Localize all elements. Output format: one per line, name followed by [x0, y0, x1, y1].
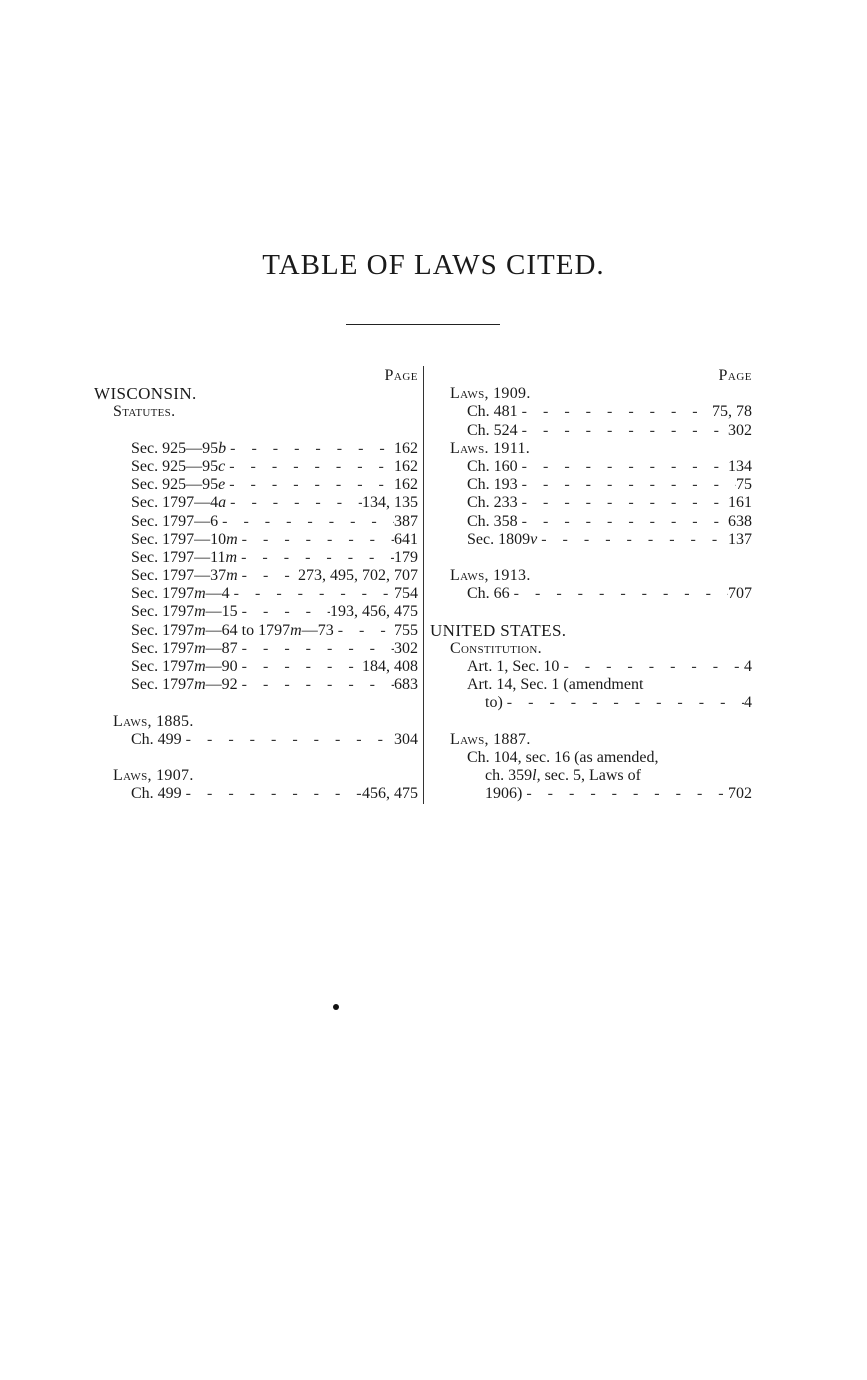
- entry-text-italic: m: [226, 530, 238, 548]
- entry-text: ch. 359: [485, 767, 533, 785]
- entry-text-italic: m: [225, 548, 238, 566]
- laws-1913-list: [430, 585, 752, 603]
- entry-text: —90: [205, 658, 238, 675]
- entry-text: Sec. 925—95: [131, 457, 219, 475]
- entry-text: Sec. 1797: [131, 676, 195, 694]
- entry-label: Ch. 358: [467, 512, 518, 530]
- entry-text-italic: v: [530, 530, 538, 548]
- toc-entry: [94, 622, 418, 640]
- entry-text: Sec. 925—95: [131, 439, 219, 457]
- entry-text: Sec. 1797: [131, 585, 195, 603]
- title-rule: [346, 324, 500, 325]
- toc-entry: [94, 640, 418, 658]
- entry-text-italic: b: [218, 439, 227, 457]
- entry-label: [131, 658, 238, 676]
- dot-leader: [334, 622, 394, 640]
- entry-label: [131, 676, 238, 694]
- laws-1907-list: [94, 785, 418, 803]
- entry-page: 754: [394, 585, 418, 603]
- entry-page: 638: [728, 512, 752, 530]
- entry-text: Sec. 1797: [131, 658, 195, 675]
- entry-label: [131, 622, 334, 640]
- entry-label: [131, 640, 238, 658]
- dot-leader: [518, 513, 728, 531]
- toc-entry: [430, 531, 752, 549]
- toc-entry: [430, 585, 752, 603]
- dot-leader: [238, 640, 394, 658]
- entry-page: 702: [728, 785, 752, 803]
- laws-1885-heading: Laws, 1885.: [113, 712, 194, 730]
- toc-entry: [94, 440, 418, 458]
- toc-entry: [430, 694, 752, 712]
- entry-page: 134: [728, 457, 752, 475]
- entry-text-italic: e: [218, 476, 226, 494]
- entry-text-italic: m: [226, 567, 238, 585]
- entry-text: —4: [205, 585, 230, 603]
- laws-1885-list: [94, 731, 418, 749]
- dot-leader: [503, 694, 744, 712]
- constitution-heading: Constitution.: [450, 639, 542, 657]
- entry-page: 193, 456, 475: [330, 603, 418, 621]
- dot-leader: [510, 585, 728, 603]
- laws-1911-list: [430, 458, 752, 549]
- dot-leader: [182, 731, 394, 749]
- laws-1907-heading: Laws, 1907.: [113, 767, 194, 785]
- entry-page: 755: [394, 621, 418, 639]
- entry-text: Sec. 1797: [131, 603, 195, 621]
- toc-entry: [94, 585, 418, 603]
- entry-page: 4: [744, 694, 752, 712]
- entry-text: —64 to 1797: [205, 621, 291, 639]
- entry-text: Sec. 1797: [131, 639, 195, 657]
- entry-label: [467, 531, 537, 549]
- dot-leader: [225, 458, 394, 476]
- entry-text-italic: m: [194, 585, 206, 603]
- entry-text: Sec. 1797: [131, 621, 195, 639]
- state-heading-wisconsin: WISCONSIN.: [94, 384, 197, 404]
- entry-text: , sec. 5, Laws of: [536, 767, 641, 785]
- entry-page: 456, 475: [362, 785, 418, 803]
- dot-leader: [226, 494, 362, 512]
- entry-text-italic: c: [218, 457, 226, 475]
- entry-page: 162: [394, 476, 418, 494]
- toc-entry: [430, 476, 752, 494]
- entry-page: 179: [394, 548, 418, 566]
- entry-text: Sec. 1797—4: [131, 494, 219, 512]
- entry-text: —73: [301, 621, 334, 639]
- toc-entry: [94, 785, 418, 803]
- entry-page: 683: [394, 676, 418, 694]
- dot-leader: [218, 513, 394, 531]
- entry-page: 641: [394, 530, 418, 548]
- dot-leader: [518, 458, 728, 476]
- toc-entry: [94, 531, 418, 549]
- entry-label: Ch. 160: [467, 457, 518, 475]
- toc-entry: [430, 403, 752, 421]
- entry-page: 302: [394, 639, 418, 657]
- entry-text: —15: [205, 603, 238, 621]
- toc-entry: [430, 785, 752, 803]
- dot-leader: [522, 785, 728, 803]
- dot-leader: [238, 567, 298, 585]
- entry-page: 134, 135: [362, 494, 418, 512]
- statutes-list: [94, 440, 418, 695]
- entry-page: 137: [728, 530, 752, 548]
- dot-leader: [518, 494, 728, 512]
- entry-page: 162: [394, 439, 418, 457]
- laws-1913-heading: Laws, 1913.: [450, 567, 531, 585]
- toc-entry: [430, 658, 752, 676]
- entry-label: [131, 549, 237, 567]
- entry-page: 707: [728, 585, 752, 603]
- entry-page: 304: [394, 730, 418, 748]
- column-divider: [423, 366, 424, 804]
- toc-entry: [94, 513, 418, 531]
- ink-speck: [333, 1004, 339, 1010]
- right-column: [430, 367, 752, 804]
- entry-text: Sec. 1797—10: [131, 530, 227, 548]
- entry-label: Ch. 481: [467, 403, 518, 421]
- entry-label: Ch. 499: [131, 785, 182, 803]
- state-heading-united-states: UNITED STATES.: [430, 620, 567, 640]
- page-heading-left: Page: [384, 367, 418, 384]
- entry-label: Ch. 524: [467, 421, 518, 439]
- toc-entry: [430, 422, 752, 440]
- laws-1887-heading: Laws, 1887.: [450, 730, 531, 748]
- laws-1911-heading: Laws. 1911.: [450, 439, 531, 457]
- entry-text-italic: m: [194, 639, 206, 657]
- entry-label: [131, 603, 238, 621]
- entry-text: Sec. 1797—37: [131, 567, 227, 585]
- entry-text: —92: [205, 676, 238, 694]
- dot-leader: [238, 676, 394, 694]
- entry-text-italic: l: [532, 767, 537, 785]
- toc-entry: [430, 494, 752, 512]
- entry-label: to): [485, 694, 503, 712]
- toc-entry: [94, 549, 418, 567]
- toc-entry-line: Art. 14, Sec. 1 (amendment: [467, 676, 644, 694]
- page-heading-right: Page: [718, 367, 752, 384]
- toc-entry: [94, 731, 418, 749]
- entry-label: Art. 1, Sec. 10: [467, 658, 560, 675]
- toc-entry-line: Ch. 104, sec. 16 (as amended,: [467, 748, 659, 766]
- dot-leader: [238, 531, 394, 549]
- entry-label: Ch. 233: [467, 494, 518, 512]
- entry-text-italic: m: [194, 658, 206, 675]
- entry-page: 387: [394, 512, 418, 530]
- dot-leader: [238, 658, 362, 676]
- dot-leader: [182, 785, 362, 803]
- dot-leader: [518, 403, 712, 421]
- toc-entry: [94, 567, 418, 585]
- entry-label: [131, 458, 225, 476]
- entry-page: 273, 495, 702, 707: [298, 567, 418, 585]
- entry-label: [131, 494, 226, 512]
- entry-page: 302: [728, 421, 752, 439]
- entry-text-italic: a: [218, 494, 227, 512]
- toc-entry: [94, 458, 418, 476]
- statutes-heading: Statutes.: [113, 403, 176, 421]
- entry-text-italic: m: [194, 621, 206, 639]
- entry-text: Sec. 1797—11: [131, 548, 226, 566]
- entry-label: Ch. 499: [131, 730, 182, 748]
- toc-entry: [94, 676, 418, 694]
- page-title: TABLE OF LAWS CITED.: [262, 249, 605, 281]
- dot-leader: [559, 658, 744, 676]
- entry-label: Ch. 66: [467, 585, 510, 603]
- entry-label: [131, 531, 238, 549]
- entry-text: Sec. 1797—6: [131, 512, 219, 530]
- laws-1909-list: [430, 403, 752, 439]
- dot-leader: [518, 422, 728, 440]
- left-column: [94, 367, 418, 804]
- laws-1909-heading: Laws, 1909.: [450, 385, 531, 403]
- dot-leader: [226, 440, 394, 458]
- dot-leader: [230, 585, 394, 603]
- toc-entry: [94, 658, 418, 676]
- entry-text-italic: m: [194, 676, 206, 694]
- entry-label: [131, 476, 225, 494]
- entry-page: 161: [728, 494, 752, 512]
- entry-page: 162: [394, 457, 418, 475]
- dot-leader: [237, 549, 394, 567]
- entry-text: —87: [205, 639, 238, 657]
- entry-label: [131, 567, 238, 585]
- toc-entry: [430, 458, 752, 476]
- dot-leader: [518, 476, 736, 494]
- entry-text-italic: m: [290, 621, 302, 639]
- entry-page: 75, 78: [712, 403, 752, 421]
- toc-entry-line: [430, 767, 752, 785]
- toc-entry: [94, 476, 418, 494]
- toc-entry: [94, 494, 418, 512]
- entry-label: 1906): [485, 785, 523, 803]
- entry-text: Sec. 1809: [467, 530, 531, 548]
- entry-page: 184, 408: [362, 658, 418, 675]
- entry-label: [131, 440, 226, 458]
- entry-text: Sec. 925—95: [131, 476, 219, 494]
- toc-entry: [430, 513, 752, 531]
- dot-leader: [238, 603, 330, 621]
- dot-leader: [225, 476, 394, 494]
- entry-page: 75: [736, 476, 752, 494]
- entry-label: [131, 513, 218, 531]
- entry-label: [131, 585, 230, 603]
- toc-entry: [94, 603, 418, 621]
- entry-page: 4: [744, 658, 752, 675]
- entry-text-italic: m: [194, 603, 206, 621]
- entry-label: Ch. 193: [467, 476, 518, 494]
- dot-leader: [537, 531, 728, 549]
